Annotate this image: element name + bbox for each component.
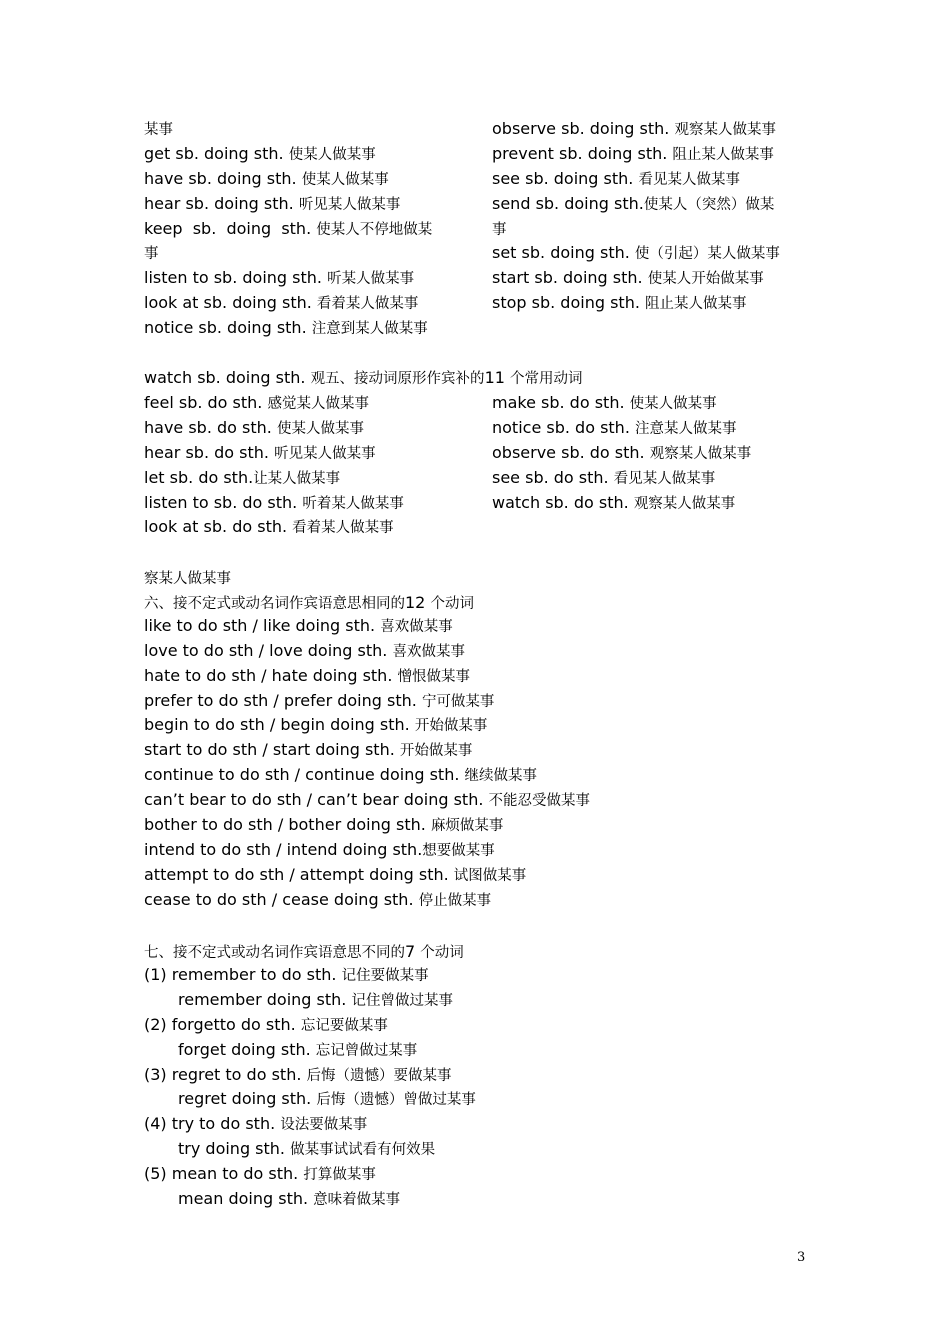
list-item: listen to sb. doing sth. 听某人做某事 [144,268,415,288]
list-item: prefer to do sth / prefer doing sth. 宁可做某事 [144,690,495,710]
list-item: listen to sb. do sth. 听着某人做某事 [144,492,404,512]
list-item: regret doing sth. 后悔（遗憾）曾做过某事 [178,1089,476,1109]
list-item: let sb. do sth.让某人做某事 [144,467,341,487]
list-item: keep sb. doing sth. 使某人不停地做某 [144,218,433,238]
list-item: start to do sth / start doing sth. 开始做某事 [144,740,473,760]
list-item: forget doing sth. 忘记曾做过某事 [178,1039,418,1059]
page-number: 3 [797,1250,806,1265]
list-item: begin to do sth / begin doing sth. 开始做某事 [144,715,488,735]
list-item: bother to do sth / bother doing sth. 麻烦做某事 [144,815,504,835]
list-item: stop sb. doing sth. 阻止某人做某事 [492,293,747,313]
list-item: 事 [144,246,159,263]
list-item: (5) mean to do sth. 打算做某事 [144,1164,376,1184]
list-item: mean doing sth. 意味着做某事 [178,1189,401,1209]
list-item: hear sb. doing sth. 听见某人做某事 [144,193,401,213]
list-item: see sb. do sth. 看见某人做某事 [492,467,716,487]
list-item: hear sb. do sth. 听见某人做某事 [144,442,376,462]
list-item: make sb. do sth. 使某人做某事 [492,393,717,412]
section-heading: 六、接不定式或动名词作宾语意思相同的12 个动词 [144,592,474,612]
list-item: start sb. doing sth. 使某人开始做某事 [492,268,764,288]
list-item: (3) regret to do sth. 后悔（遗憾）要做某事 [144,1064,452,1084]
list-item: look at sb. do sth. 看着某人做某事 [144,517,394,537]
section-heading: 七、接不定式或动名词作宾语意思不同的7 个动词 [144,942,464,961]
list-item: observe sb. doing sth. 观察某人做某事 [492,119,776,138]
list-item: have sb. do sth. 使某人做某事 [144,417,364,437]
section5-heading [144,366,824,391]
list-item: notice sb. do sth. 注意某人做某事 [492,417,737,437]
section6 [144,566,824,913]
list-item: can’t bear to do sth / can’t bear doing sth. 不能忍受做某事 [144,790,591,810]
list-item: love to do sth / love doing sth. 喜欢做某事 [144,640,465,660]
list-item: get sb. doing sth. 使某人做某事 [144,143,376,163]
list-item: observe sb. do sth. 观察某人做某事 [492,442,752,462]
section4-left-column [144,117,474,341]
list-item: 事 [492,221,507,238]
list-item: hate to do sth / hate doing sth. 憎恨做某事 [144,665,470,685]
list-item: prevent sb. doing sth. 阻止某人做某事 [492,143,774,163]
list-item: 某事 [144,122,173,138]
list-item: (1) remember to do sth. 记住要做某事 [144,965,429,984]
list-item: attempt to do sth / attempt doing sth. 试图做某事 [144,864,527,884]
list-item: remember doing sth. 记住曾做过某事 [178,989,453,1009]
section5-right-column [492,391,822,515]
list-item: (2) forgetto do sth. 忘记要做某事 [144,1014,388,1034]
section-heading: watch sb. doing sth. 观五、接动词原形作宾补的11 个常用动词 [144,368,583,387]
list-item: watch sb. do sth. 观察某人做某事 [492,492,736,512]
list-item: try doing sth. 做某事试试看有何效果 [178,1139,436,1159]
list-item: intend to do sth / intend doing sth.想要做某事 [144,839,495,859]
list-item: (4) try to do sth. 设法要做某事 [144,1114,368,1134]
list-item: send sb. doing sth.使某人（突然）做某 [492,193,775,213]
list-item: feel sb. do sth. 感觉某人做某事 [144,393,369,412]
list-item: continue to do sth / continue doing sth. 继续做某事 [144,765,538,785]
section-note: 察某人做某事 [144,571,231,587]
list-item: cease to do sth / cease doing sth. 停止做某事 [144,889,492,909]
section7 [144,940,824,1212]
section4-right-column [492,117,822,316]
list-item: like to do sth / like doing sth. 喜欢做某事 [144,615,453,635]
section5-left-column [144,391,474,540]
list-item: set sb. doing sth. 使（引起）某人做某事 [492,243,780,263]
list-item: notice sb. doing sth. 注意到某人做某事 [144,318,428,338]
list-item: look at sb. doing sth. 看着某人做某事 [144,293,419,313]
list-item: have sb. doing sth. 使某人做某事 [144,168,389,188]
list-item: see sb. doing sth. 看见某人做某事 [492,168,740,188]
